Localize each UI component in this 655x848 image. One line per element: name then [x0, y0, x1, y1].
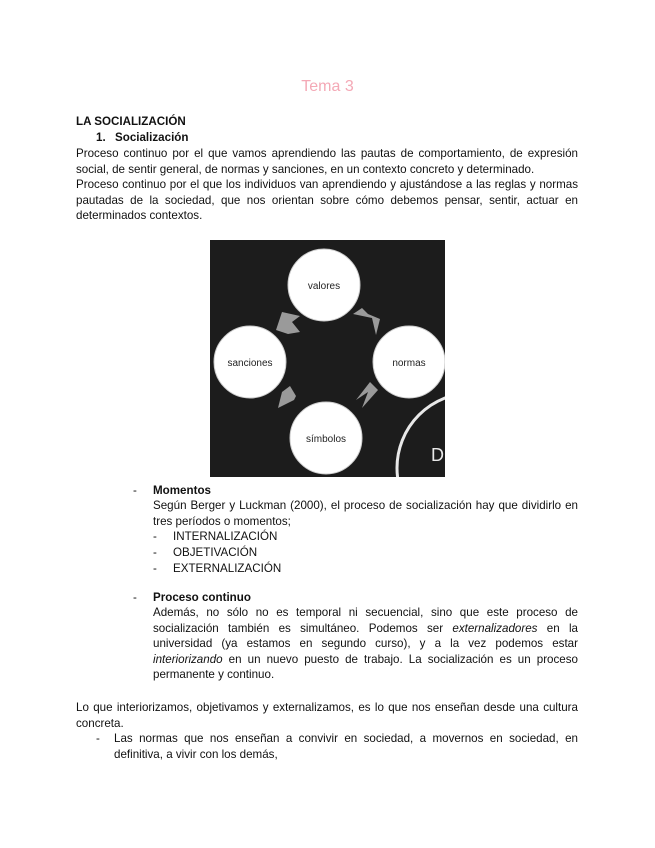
- closing-item-text: Las normas que nos enseñan a convivir en sociedad, a movernos en sociedad, en definitiva, a vivir con los demás,: [114, 732, 578, 761]
- emphasis-externalizadores: externalizadores: [452, 621, 538, 635]
- definition-paragraph-2: Proceso continuo por el que los individuos van aprendiendo y ajustándose a las reglas y normas pautadas de la sociedad, que nos orientan sobre cómo debemos pensar, sentir, actuar en determinados contextos.: [76, 178, 578, 222]
- section-number: 1.: [96, 131, 106, 144]
- proceso-title: Proceso continuo: [153, 591, 251, 604]
- section-label: Socialización: [115, 131, 189, 144]
- bullet-dash: -: [133, 591, 137, 604]
- definition-paragraph-1: Proceso continuo por el que vamos aprendiendo las pautas de comportamiento, de expresión social, de sentir general, de normas y sanciones, en un contexto concreto y determinado.: [76, 147, 578, 176]
- proceso-text: Además, no sólo no es temporal ni secuencial, sino que este proceso de socialización también es simultáneo. Podemos ser externalizadores en la universidad (ya estamos en segundo curso), y a la vez podemos estar interiorizando en un nuevo puesto de trabajo. La socialización es un proceso permanente y continuo.: [153, 606, 578, 681]
- bullet-dash: -: [133, 484, 137, 497]
- momentos-text: Según Berger y Luckman (2000), el proceso de socialización hay que dividirlo en tres períodos o momentos;: [153, 499, 578, 528]
- emphasis-interiorizando: interiorizando: [153, 652, 223, 666]
- node-sanciones-label: sanciones: [227, 358, 273, 369]
- socialization-cycle-diagram: [210, 240, 445, 477]
- proceso-continuo-bullet: [133, 590, 578, 690]
- closing-paragraph: Lo que interiorizamos, objetivamos y externalizamos, es lo que nos enseñan desde una cultura concreta.: [76, 701, 578, 730]
- momentos-bullet: - Momentos Según Berger y Luckman (2000), el proceso de socialización hay que dividirlo en tres períodos o momentos; - INTERNALIZACIÓN - OBJETIVACIÓN - EXTERNALIZACIÓN: [133, 484, 578, 575]
- main-heading: LA SOCIALIZACIÓN: [76, 115, 186, 128]
- corner-letter: D: [431, 445, 444, 465]
- node-normas-label: normas: [392, 358, 426, 369]
- momentos-title: Momentos: [153, 484, 211, 497]
- bullet-dash: -: [96, 732, 100, 745]
- section-heading: [96, 130, 188, 146]
- page-title: Tema 3: [301, 78, 354, 95]
- node-simbolos-label: símbolos: [305, 434, 347, 445]
- node-valores-label: valores: [307, 281, 341, 292]
